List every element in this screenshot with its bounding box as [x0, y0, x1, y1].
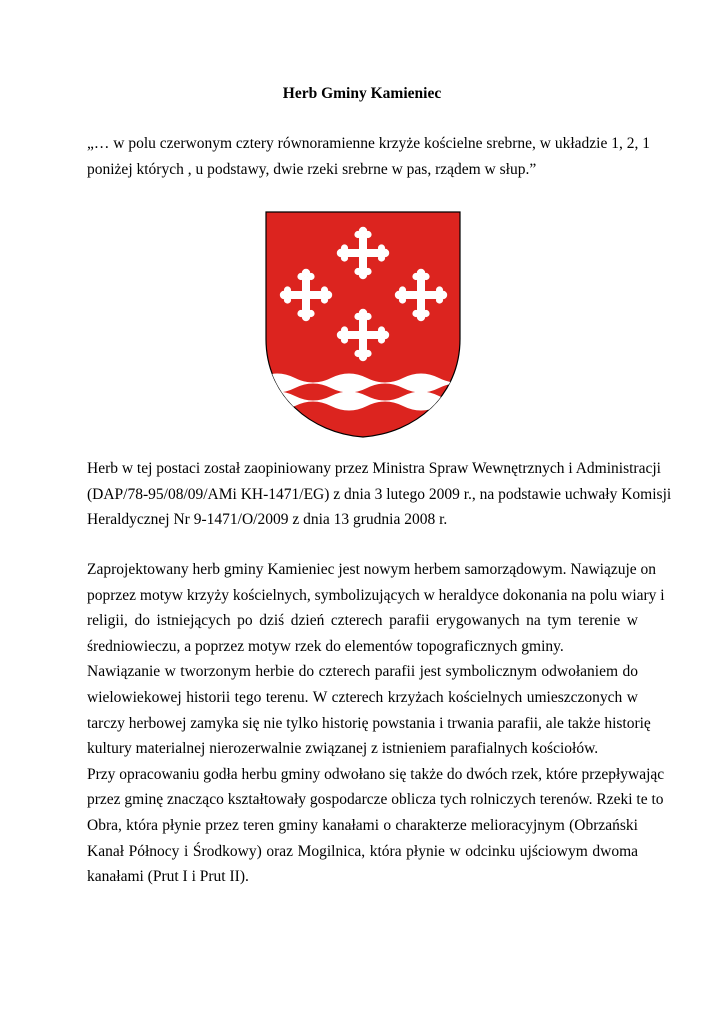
description-line: Nawiązanie w tworzonym herbie do czterech parafii jest symbolicznym odwołaniem do [87, 663, 638, 681]
approval-line: Herb w tej postaci został zaopiniowany przez Ministra Spraw Wewnętrznych i Administracji [87, 460, 661, 477]
description-section [87, 557, 665, 890]
approval-line: (DAP/78-95/08/09/AMi KH-1471/EG) z dnia 3 lutego 2009 r., na podstawie uchwały Komisji [87, 485, 672, 503]
document-title: Herb Gminy Kamieniec [282, 85, 442, 102]
blazon-quote [87, 131, 650, 182]
quote-line: „… w polu czerwonym cztery równoramienne krzyże kościelne srebrne, w układzie 1, 2, 1 [87, 135, 650, 152]
description-line: Zaprojektowany herb gminy Kamieniec jest nowym herbem samorządowym. Nawiązuje on [87, 561, 657, 578]
coat-of-arms-svg [265, 211, 461, 438]
description-line: religii, do istniejących po dziś dzień czterech parafii erygowanych na tym terenie w [87, 612, 638, 630]
description-line: tarczy herbowej zamyka się nie tylko historię powstania i trwania parafii, ale także historię [87, 714, 651, 732]
approval-paragraph [87, 456, 672, 533]
description-line: Obra, która płynie przez teren gminy kanałami o charakterze melioracyjnym (Obrzański [87, 816, 638, 834]
quote-line: poniżej których , u podstawy, dwie rzeki srebrne w pas, rządem w słup.” [87, 160, 537, 178]
description-line: kanałami (Prut I i Prut II). [87, 868, 249, 886]
description-line: średniowieczu, a poprzez motyw rzek do elementów topograficznych gminy. [87, 637, 564, 655]
coat-of-arms [265, 211, 461, 438]
description-line: Przy opracowaniu godła herbu gminy odwołano się także do dwóch rzek, które przepływając [87, 765, 665, 783]
description-line: poprzez motyw krzyży kościelnych, symbolizujących w heraldyce dokonania na polu wiary i [87, 586, 665, 604]
description-line: kultury materialnej nierozerwalnie związanej z istnieniem parafialnych kościołów. [87, 740, 599, 758]
approval-line: Heraldycznej Nr 9-1471/O/2009 z dnia 13 grudnia 2008 r. [87, 511, 448, 529]
description-line: przez gminę znacząco kształtowały gospodarcze oblicza tych rolniczych terenów. Rzeki te to [87, 791, 664, 809]
description-line: Kanał Północy i Środkowy) oraz Mogilnica, która płynie w odcinku ujściowym dwoma [87, 842, 638, 860]
description-line: wielowiekowej historii tego terenu. W czterech krzyżach kościelnych umieszczonych w [87, 688, 638, 706]
